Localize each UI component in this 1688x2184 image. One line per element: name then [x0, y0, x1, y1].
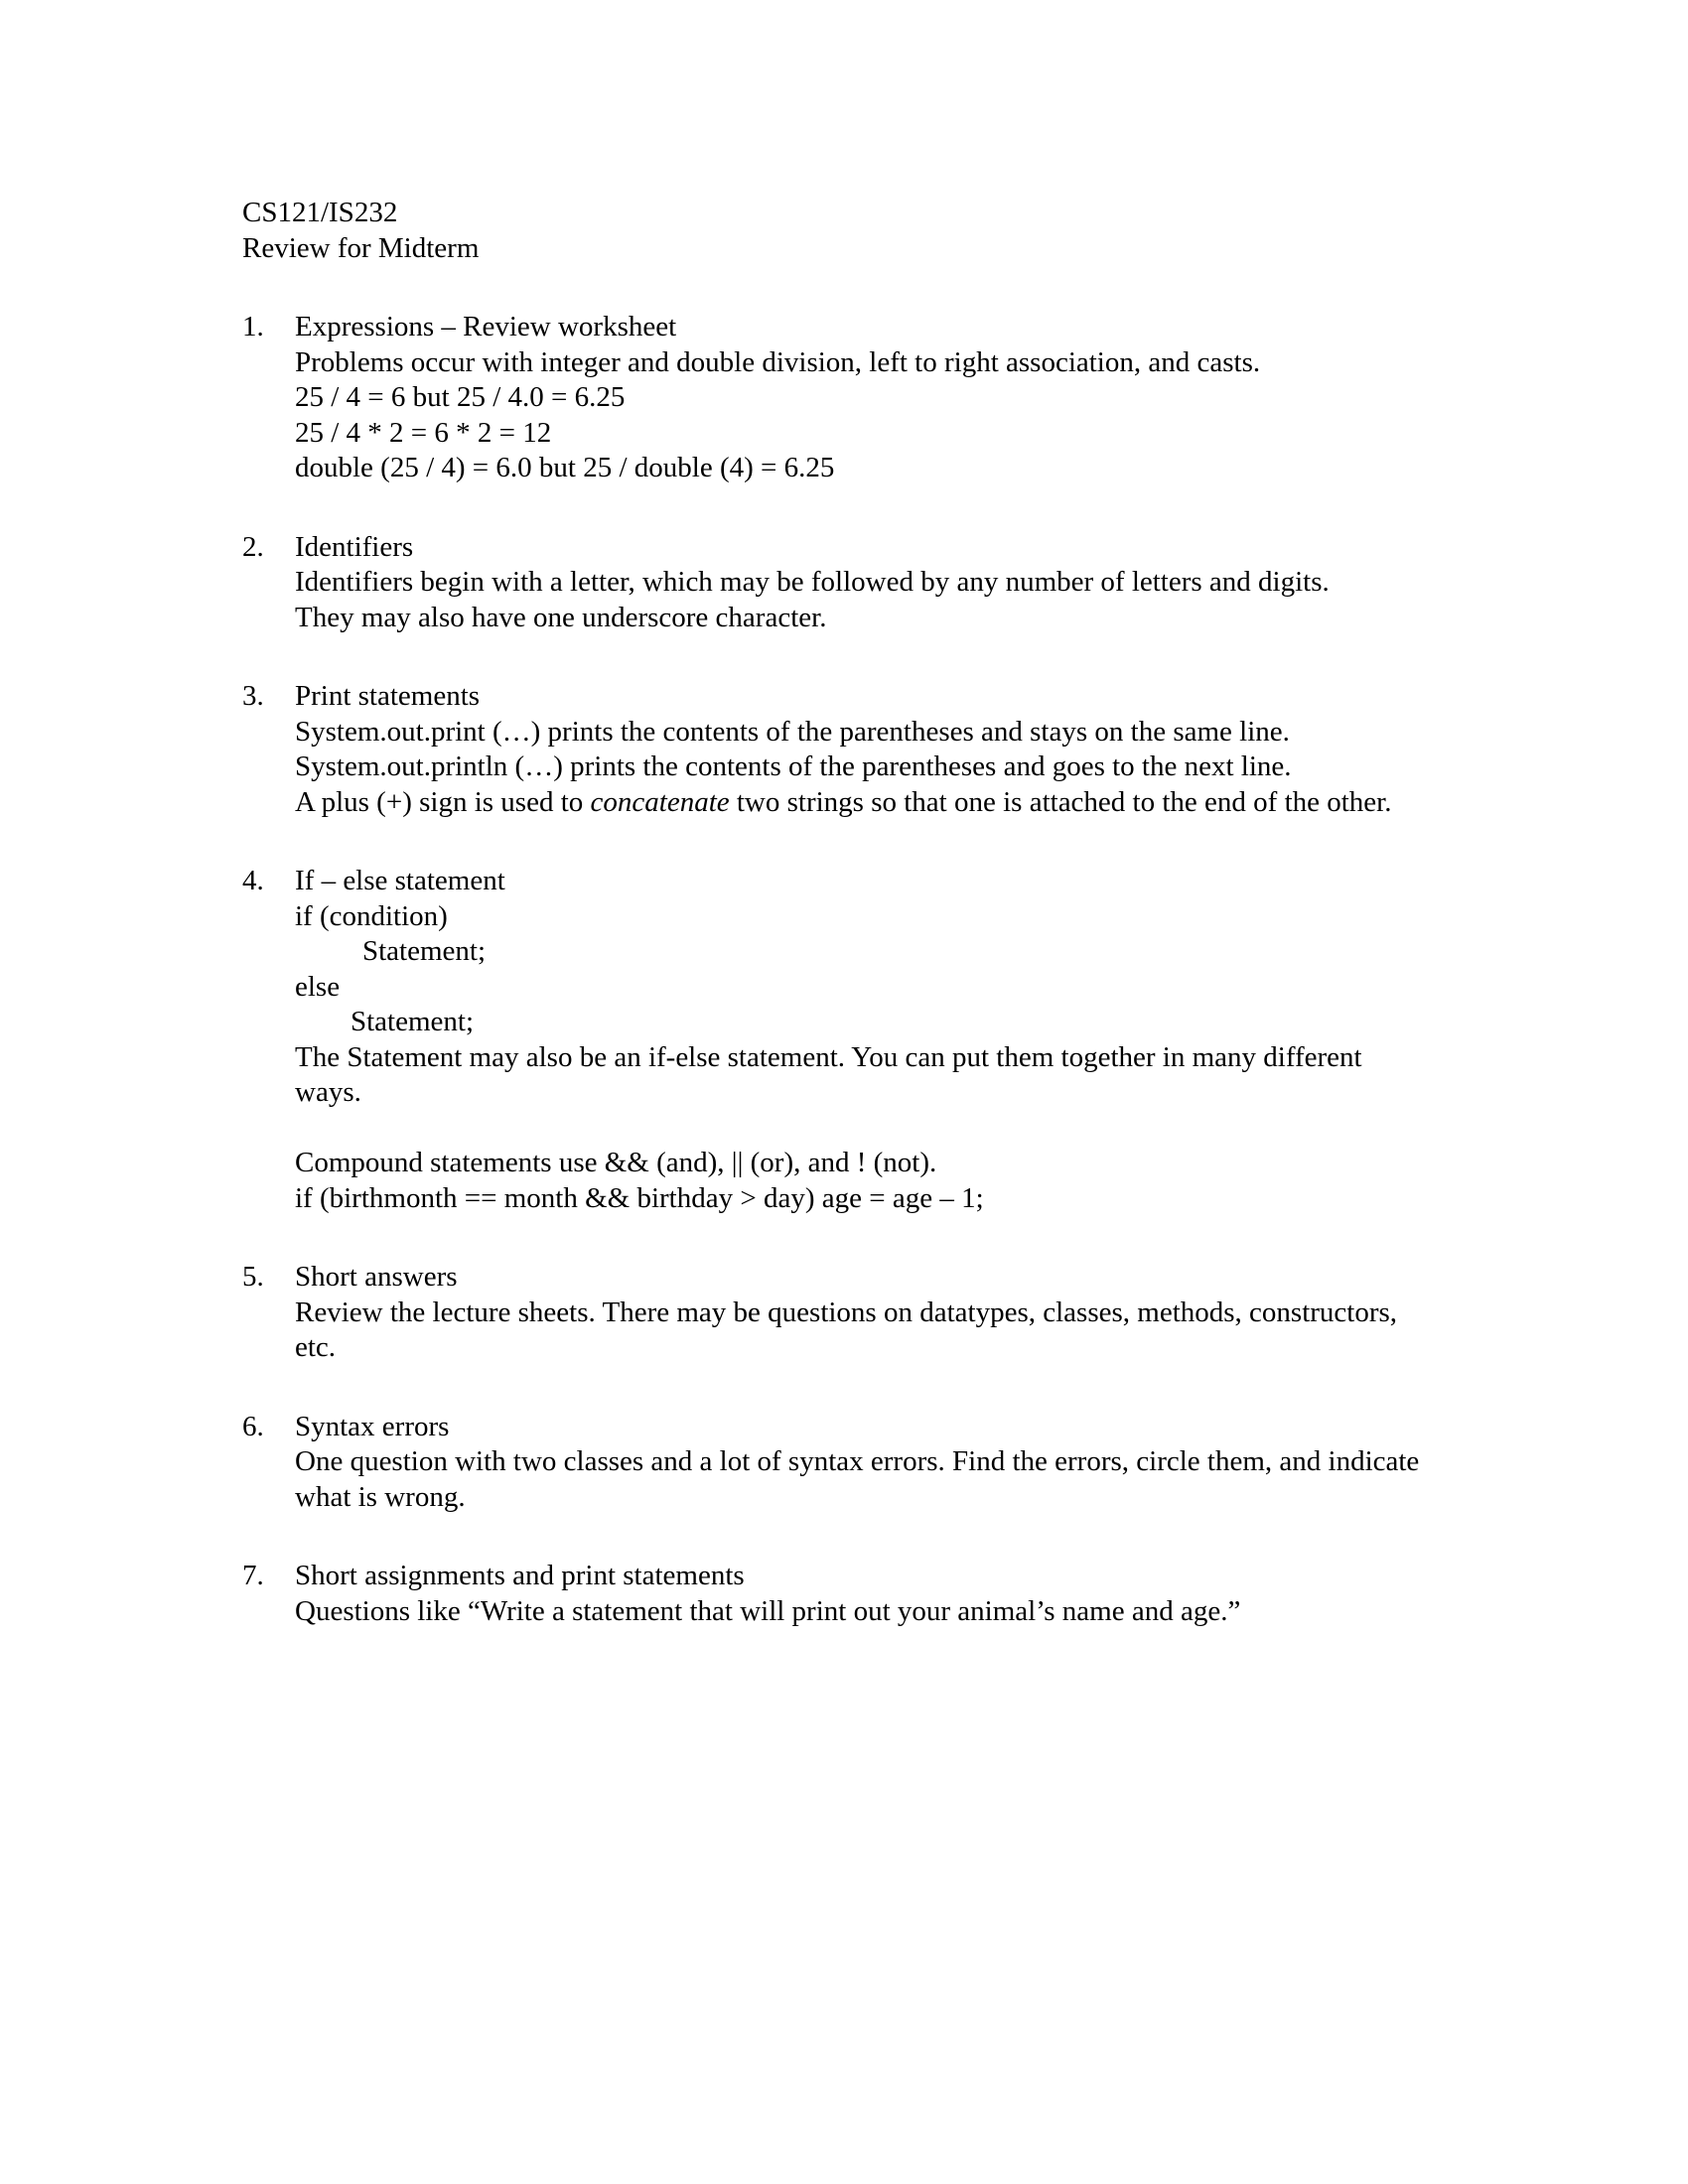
review-item	[242, 1260, 1424, 1366]
body-paragraph	[295, 785, 1424, 821]
list-marker: 3.	[242, 680, 264, 712]
document-header	[242, 195, 1424, 266]
body-paragraph: Identifiers begin with a letter, which may be followed by any number of letters and digits.	[295, 566, 1330, 598]
review-item-list	[242, 310, 1424, 1629]
code-line: if (condition)	[295, 899, 448, 932]
review-item	[242, 310, 1424, 486]
code-line: Statement;	[351, 1006, 475, 1037]
review-item-title: Short assignments and print statements	[295, 1560, 745, 1591]
review-item	[242, 864, 1424, 1216]
list-marker: 6.	[242, 1410, 264, 1442]
code-line: else	[295, 970, 341, 1003]
review-item-title: If – else statement	[295, 865, 505, 896]
course-code: CS121/IS232	[242, 197, 398, 228]
body-paragraph: Review the lecture sheets. There may be questions on datatypes, classes, methods, constructors, etc.	[295, 1296, 1398, 1363]
body-paragraph: System.out.print (…) prints the contents of the parentheses and stays on the same line.	[295, 715, 1290, 748]
review-item	[242, 1410, 1424, 1516]
code-line: 25 / 4 * 2 = 6 * 2 = 12	[295, 416, 552, 449]
emphasised-term: concatenate	[590, 785, 730, 818]
body-paragraph: They may also have one underscore character.	[295, 601, 827, 633]
code-line: if (birthmonth == month && birthday > day) age = age – 1;	[295, 1181, 984, 1214]
body-paragraph: One question with two classes and a lot of syntax errors. Find the errors, circle them, and indicate what is wrong.	[295, 1445, 1420, 1513]
list-marker: 1.	[242, 311, 264, 342]
code-line: 25 / 4 = 6 but 25 / 4.0 = 6.25	[295, 381, 626, 413]
list-marker: 2.	[242, 530, 264, 563]
document-content	[242, 195, 1424, 1629]
list-marker: 4.	[242, 865, 264, 896]
review-item	[242, 679, 1424, 820]
body-paragraph: System.out.println (…) prints the contents of the parentheses and goes to the next line.	[295, 751, 1292, 782]
body-paragraph: The Statement may also be an if-else statement. You can put them together in many different ways.	[295, 1040, 1362, 1108]
paragraph-prefix: A plus (+) sign is used to	[295, 785, 591, 818]
review-item-title: Short answers	[295, 1261, 458, 1293]
paragraph-suffix: two strings so that one is attached to the end of the other.	[729, 785, 1392, 818]
code-line: double (25 / 4) = 6.0 but 25 / double (4) = 6.25	[295, 452, 835, 483]
review-item-title: Print statements	[295, 680, 481, 712]
review-item-title: Identifiers	[295, 530, 414, 563]
page-title: Review for Midterm	[242, 232, 480, 264]
blank-line	[295, 1111, 1424, 1147]
code-line: Statement;	[362, 935, 487, 967]
list-marker: 5.	[242, 1261, 264, 1293]
review-item	[242, 530, 1424, 636]
code-line: Compound statements use && (and), || (or), and ! (not).	[295, 1147, 937, 1178]
review-item-title: Expressions – Review worksheet	[295, 311, 677, 342]
body-paragraph: Questions like “Write a statement that will print out your animal’s name and age.”	[295, 1594, 1241, 1627]
review-item	[242, 1559, 1424, 1629]
review-item-title: Syntax errors	[295, 1410, 450, 1442]
body-paragraph: Problems occur with integer and double division, left to right association, and casts.	[295, 345, 1261, 378]
list-marker: 7.	[242, 1560, 264, 1591]
